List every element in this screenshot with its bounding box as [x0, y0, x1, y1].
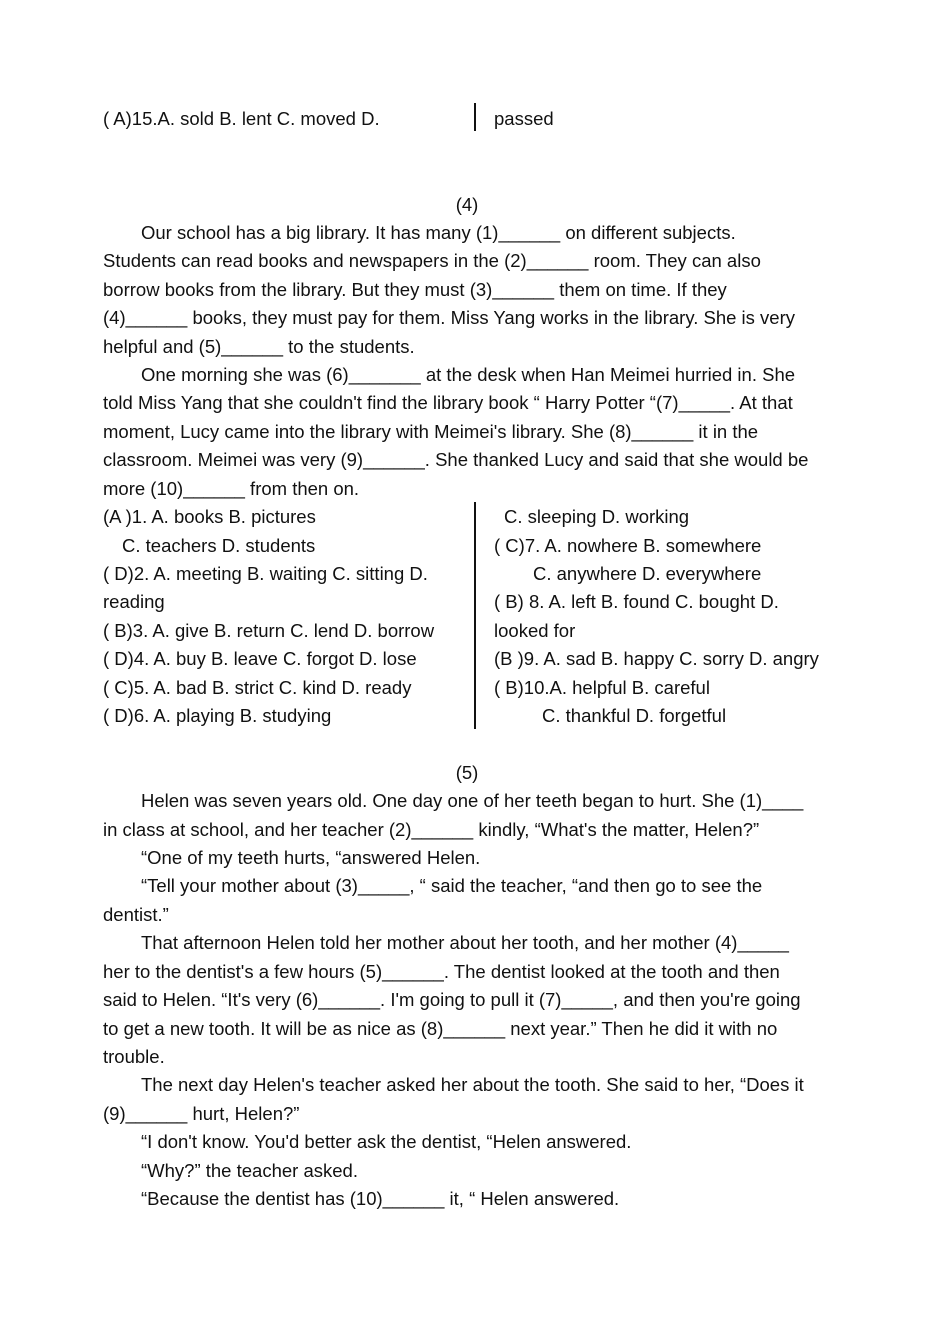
- answer-option: looked for: [494, 620, 576, 641]
- answer-option: ( B)10.A. helpful B. careful: [494, 677, 710, 698]
- passage-line: “Because the dentist has (10)______ it, “ Helen answered.: [141, 1188, 620, 1209]
- column-divider-top: [474, 103, 476, 131]
- passage-line: told Miss Yang that she couldn't find the library book “ Harry Potter “(7)_____. At that: [103, 392, 793, 413]
- answer-option: (A )1. A. books B. pictures: [103, 506, 316, 527]
- passage-line: moment, Lucy came into the library with Meimei's library. She (8)______ it in the: [103, 421, 759, 442]
- passage-line: “Tell your mother about (3)_____, “ said the teacher, “and then go to see the: [141, 875, 763, 896]
- answer-option: (B )9. A. sad B. happy C. sorry D. angry: [494, 648, 819, 669]
- answer-option: ( C)5. A. bad B. strict C. kind D. ready: [103, 677, 412, 698]
- passage-line: The next day Helen's teacher asked her about the tooth. She said to her, “Does it: [141, 1074, 804, 1095]
- passage-line: (9)______ hurt, Helen?”: [103, 1103, 300, 1124]
- passage-line: her to the dentist's a few hours (5)______. The dentist looked at the tooth and then: [103, 961, 780, 982]
- answer-option: C. anywhere D. everywhere: [533, 563, 762, 584]
- passage-line: Helen was seven years old. One day one of her teeth began to hurt. She (1)____: [141, 790, 804, 811]
- passage-line: One morning she was (6)_______ at the desk when Han Meimei hurried in. She: [141, 364, 796, 385]
- passage-line: That afternoon Helen told her mother about her tooth, and her mother (4)_____: [141, 932, 789, 953]
- passage-line: (4)______ books, they must pay for them. Miss Yang works in the library. She is very: [103, 307, 795, 328]
- answer-option: C. teachers D. students: [122, 535, 316, 556]
- passage-line: dentist.”: [103, 904, 169, 925]
- passage-line: borrow books from the library. But they must (3)______ them on time. If they: [103, 279, 727, 300]
- answer-option: ( C)7. A. nowhere B. somewhere: [494, 535, 762, 556]
- answer-option: ( D)2. A. meeting B. waiting C. sitting D.: [103, 563, 428, 584]
- section-4-heading: (4): [455, 194, 479, 215]
- passage-line: classroom. Meimei was very (9)______. She thanked Lucy and said that she would be: [103, 449, 809, 470]
- answer-option: ( B)3. A. give B. return C. lend D. borrow: [103, 620, 435, 641]
- passage-line: helpful and (5)______ to the students.: [103, 336, 415, 357]
- section-5-heading: (5): [455, 762, 479, 783]
- passage-line: more (10)______ from then on.: [103, 478, 360, 499]
- answer-option: ( D)6. A. playing B. studying: [103, 705, 332, 726]
- column-divider: [474, 502, 476, 729]
- passage-line: “One of my teeth hurts, “answered Helen.: [141, 847, 481, 868]
- passage-line: said to Helen. “It's very (6)______. I'm going to pull it (7)_____, and then you're going: [103, 989, 801, 1010]
- question-15-option-d: passed: [494, 108, 554, 129]
- answer-option: C. thankful D. forgetful: [542, 705, 727, 726]
- answer-option: ( B) 8. A. left B. found C. bought D.: [494, 591, 779, 612]
- passage-line: “Why?” the teacher asked.: [141, 1160, 358, 1181]
- passage-line: in class at school, and her teacher (2)______ kindly, “What's the matter, Helen?”: [103, 819, 760, 840]
- passage-line: Students can read books and newspapers in the (2)______ room. They can also: [103, 250, 761, 271]
- passage-line: “I don't know. You'd better ask the dentist, “Helen answered.: [141, 1131, 632, 1152]
- passage-line: trouble.: [103, 1046, 165, 1067]
- answer-option: ( D)4. A. buy B. leave C. forgot D. lose: [103, 648, 417, 669]
- answer-option: C. sleeping D. working: [504, 506, 690, 527]
- answer-option: reading: [103, 591, 165, 612]
- passage-line: to get a new tooth. It will be as nice as (8)______ next year.” Then he did it with no: [103, 1018, 778, 1039]
- question-15: ( A)15.A. sold B. lent C. moved D.: [103, 108, 380, 129]
- passage-line: Our school has a big library. It has many (1)______ on different subjects.: [141, 222, 736, 243]
